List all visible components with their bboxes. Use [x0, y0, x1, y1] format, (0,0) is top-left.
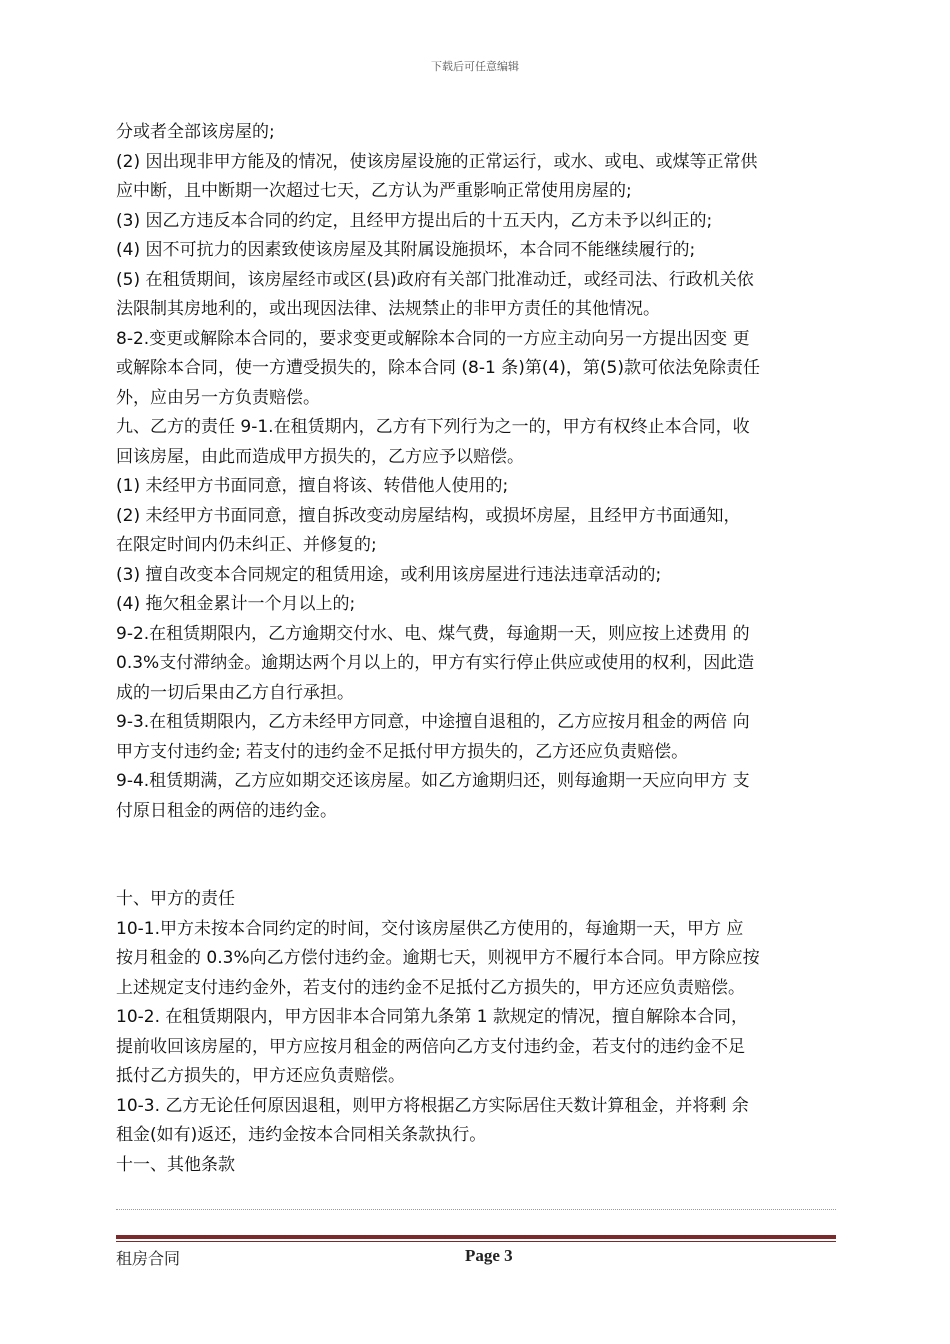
text-line: (4) 因不可抗力的因素致使该房屋及其附属设施损坏，本合同不能继续履行的; — [116, 240, 696, 260]
text-line: 分或者全部该房屋的; — [116, 122, 275, 142]
text-line: 9-2.在租赁期限内，乙方逾期交付水、电、煤气费，每逾期一天，则应按上述费用 的 — [116, 623, 750, 644]
text-line: 抵付乙方损失的，甲方还应负责赔偿。 — [116, 1066, 405, 1086]
text-line: 在限定时间内仍未纠正、并修复的; — [116, 535, 377, 555]
footer-dotted-divider — [116, 1209, 836, 1210]
section-heading: 十一、其他条款 — [116, 1154, 235, 1175]
text-line: (2) 未经甲方书面同意，擅自拆改变动房屋结构，或损坏房屋，且经甲方书面通知， — [116, 505, 741, 526]
text-line: (4) 拖欠租金累计一个月以上的; — [116, 594, 356, 614]
text-line: 回该房屋，由此而造成甲方损失的，乙方应予以赔偿。 — [116, 446, 524, 467]
text-line: (5) 在租赁期间，该房屋经市或区(县)政府有关部门批准动迁，或经司法、行政机关依 — [116, 269, 754, 290]
text-line: 甲方支付违约金; 若支付的违约金不足抵付甲方损失的，乙方还应负责赔偿。 — [116, 741, 689, 762]
text-line: 外，应由另一方负责赔偿。 — [116, 387, 320, 408]
text-line: 8-2.变更或解除本合同的，要求变更或解除本合同的一方应主动向另一方提出因变 更 — [116, 328, 750, 349]
footer-document-title: 租房合同 — [116, 1249, 181, 1268]
text-line: 应中断，且中断期一次超过七天，乙方认为严重影响正常使用房屋的; — [116, 181, 632, 201]
text-line: 上述规定支付违约金外，若支付的违约金不足抵付乙方损失的，甲方还应负责赔偿。 — [116, 977, 745, 998]
paragraph-gap — [116, 826, 836, 885]
text-line: 租金(如有)返还，违约金按本合同相关条款执行。 — [116, 1125, 487, 1145]
text-line: 法限制其房地利的，或出现因法律、法规禁止的非甲方责任的其他情况。 — [116, 299, 660, 319]
paragraph-block-1 — [116, 118, 836, 826]
text-line: 10-3. 乙方无论任何原因退租，则甲方将根据乙方实际居住天数计算租金，并将剩 余 — [116, 1095, 749, 1116]
text-line: 或解除本合同，使一方遭受损失的，除本合同 (8-1 条)第(4)，第(5)款可依法免除责任 — [116, 358, 760, 378]
footer-page-number: Page 3 — [465, 1246, 513, 1265]
footer-thin-rule — [116, 1241, 836, 1242]
text-line: 9-4.租赁期满，乙方应如期交还该房屋。如乙方逾期归还，则每逾期一天应向甲方 支 — [116, 771, 750, 791]
header-note: 下载后可任意编辑 — [431, 60, 519, 73]
text-line: 0.3%支付滞纳金。逾期达两个月以上的，甲方有实行停止供应或使用的权利，因此造 — [116, 653, 755, 673]
footer-thick-rule — [116, 1235, 836, 1239]
text-line: 成的一切后果由乙方自行承担。 — [116, 682, 354, 703]
text-line: (3) 擅自改变本合同规定的租赁用途，或利用该房屋进行违法违章活动的; — [116, 564, 662, 585]
text-line: 付原日租金的两倍的违约金。 — [116, 800, 337, 821]
text-line: 10-1.甲方未按本合同约定的时间，交付该房屋供乙方使用的，每逾期一天，甲方 应 — [116, 918, 744, 939]
document-body — [116, 118, 836, 1180]
text-line: 九、乙方的责任 9-1.在租赁期内，乙方有下列行为之一的，甲方有权终止本合同，收 — [116, 417, 750, 437]
text-line: 9-3.在租赁期限内，乙方未经甲方同意，中途擅自退租的，乙方应按月租金的两倍 向 — [116, 712, 750, 732]
text-line: 按月租金的 0.3%向乙方偿付违约金。逾期七天，则视甲方不履行本合同。甲方除应按 — [116, 948, 760, 968]
text-line: 提前收回该房屋的，甲方应按月租金的两倍向乙方支付违约金，若支付的违约金不足 — [116, 1036, 745, 1057]
paragraph-block-2 — [116, 885, 836, 1180]
section-heading: 十、甲方的责任 — [116, 889, 235, 909]
text-line: (2) 因出现非甲方能及的情况，使该房屋设施的正常运行，或水、或电、或煤等正常供 — [116, 151, 758, 172]
text-line: (1) 未经甲方书面同意，擅自将该、转借他人使用的; — [116, 476, 509, 496]
text-line: (3) 因乙方违反本合同的约定，且经甲方提出后的十五天内，乙方未予以纠正的; — [116, 210, 713, 231]
text-line: 10-2. 在租赁期限内，甲方因非本合同第九条第 1 款规定的情况，擅自解除本合同， — [116, 1007, 749, 1027]
